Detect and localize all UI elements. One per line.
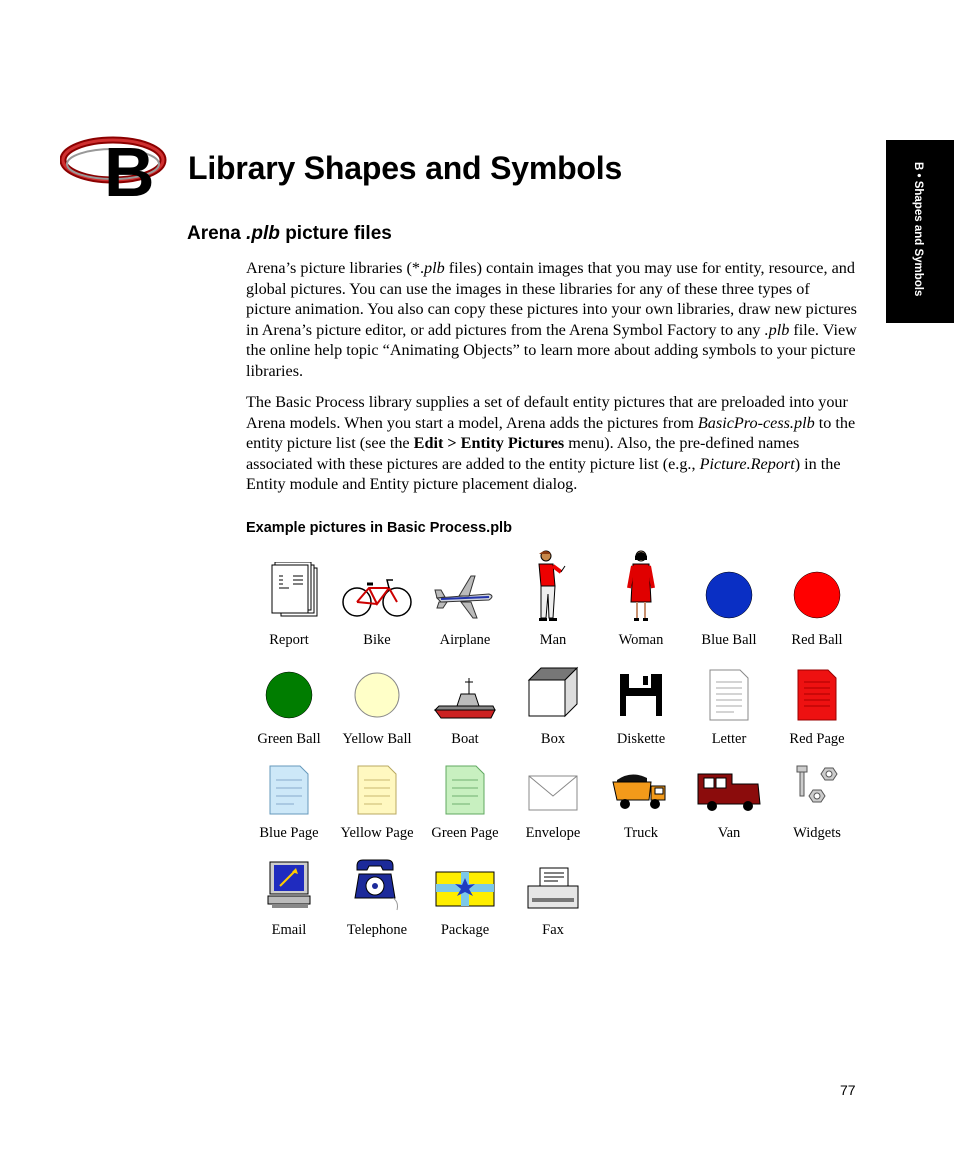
picture-report: Report: [245, 562, 333, 624]
man-icon: [533, 548, 573, 624]
widgets-icon: [787, 764, 847, 816]
chapter-title: Library Shapes and Symbols: [188, 150, 623, 186]
fax-icon: [526, 866, 580, 910]
blue-ball-icon: [704, 570, 754, 620]
side-tab-text: B • Shapes and Symbols: [912, 162, 924, 297]
picture-man: Man: [509, 548, 597, 624]
picture-red-page: Red Page: [773, 668, 861, 722]
bike-icon: [341, 562, 413, 624]
green-page-icon: [440, 764, 490, 816]
telephone-icon: [351, 858, 403, 914]
paragraph-1: Arena’s picture libraries (*.plb files) contain images that you may use for entity, resource, and global pictures. You can use the images in these libraries for any of these three types of picture animation. You also can copy these pictures into your own libraries, draw new pictures in Arena’s picture editor, or add pictures from the Arena Symbol Factory to any .plb file. View the online help topic “Animating Objects” to learn more about adding symbols to your picture libraries.: [246, 259, 857, 380]
airplane-icon: [433, 562, 497, 624]
yellow-ball-icon: [352, 670, 402, 720]
side-tab: [886, 140, 954, 323]
picture-green-page: Green Page: [421, 764, 509, 816]
box-icon: [525, 666, 581, 722]
picture-box: Box: [509, 666, 597, 722]
picture-woman: Woman: [597, 548, 685, 624]
picture-fax: Fax: [509, 866, 597, 910]
package-icon: [435, 870, 495, 908]
picture-blue-ball: Blue Ball: [685, 570, 773, 620]
page-number: 77: [840, 1082, 856, 1098]
truck-icon: [611, 770, 671, 814]
picture-green-ball: Green Ball: [245, 670, 333, 720]
picture-truck: Truck: [597, 770, 685, 814]
picture-package: Package: [421, 870, 509, 908]
figure-caption: Example pictures in Basic Process.plb: [246, 520, 512, 536]
red-ball-icon: [792, 570, 842, 620]
red-page-icon: [792, 668, 842, 722]
woman-icon: [621, 548, 661, 624]
paragraph-2: The Basic Process library supplies a set of default entity pictures that are preloaded into your Arena models. When you start a model, Arena adds the pictures from BasicPro-cess.plb to the entity picture list (see the Edit > Entity Pictures menu). Also, the pre-defined names associated with these pictures are added to the entity picture list (e.g., Picture.Report) in the Entity module and Entity picture placement dialog.: [246, 393, 856, 494]
van-icon: [696, 770, 762, 814]
boat-icon: [433, 670, 497, 722]
picture-van: Van: [685, 770, 773, 814]
picture-letter: Letter: [685, 668, 773, 722]
picture-diskette: Diskette: [597, 670, 685, 720]
picture-envelope: Envelope: [509, 774, 597, 814]
picture-red-ball: Red Ball: [773, 570, 861, 620]
picture-airplane: Airplane: [421, 562, 509, 624]
chapter-letter: B: [104, 133, 155, 200]
green-ball-icon: [264, 670, 314, 720]
picture-widgets: Widgets: [773, 764, 861, 816]
section-heading: Arena .plb picture files: [187, 223, 392, 244]
picture-boat: Boat: [421, 670, 509, 722]
picture-bike: Bike: [333, 562, 421, 624]
picture-yellow-ball: Yellow Ball: [333, 670, 421, 720]
picture-blue-page: Blue Page: [245, 764, 333, 816]
picture-email: Email: [245, 860, 333, 912]
envelope-icon: [527, 774, 579, 814]
picture-telephone: Telephone: [333, 858, 421, 914]
yellow-page-icon: [352, 764, 402, 816]
diskette-icon: [616, 670, 666, 720]
picture-yellow-page: Yellow Page: [333, 764, 421, 816]
email-icon: [264, 860, 314, 912]
report-icon: [259, 562, 319, 624]
chapter-logo: [60, 128, 170, 200]
blue-page-icon: [264, 764, 314, 816]
letter-icon: [704, 668, 754, 722]
